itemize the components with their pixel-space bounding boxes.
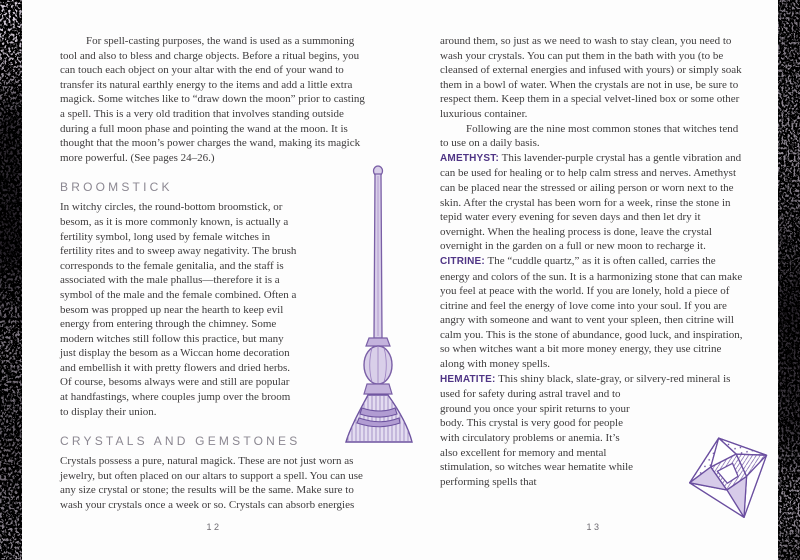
amethyst-label: AMETHYST: [440,152,500,164]
broomstick-paragraph: In witchy circles, the round-bottom broomstick, or besom, as it is more commonly known, is actually a fertility symbol, long used by female witches in fertility rites and to sweep away negativity. The brush corresponds to the female genitalia, and the staff is associated with the male phallus—therefore it is a symbol of the male and the female combined. Often a besom was propped up near the hearth to keep evil energy from entering through the chimney. Some modern witches still follow this practice, but many just display the besom as a Wiccan home decoration and embellish it with pretty flowers and dried herbs. Of course, besoms always were and still are popular at handfastings, where couples jump over the broom to display their union. [60,201,297,418]
page-number-right: 13 [586,522,602,532]
citrine-text: The “cuddle quartz,” as it is often called, carries the energy and colors of the sun. It is a harmonizing stone that can make you feel at peace with the world. If you are lonely, hold a piece of citrine and feel the energy of love come into your soul. If you are angry with someone and want to vent your spleen, then citrine will calm you. This is the stone of abundance, good luck, and inspiration, so when witches want a bit more money energy, they use citrine along with money spells. [440,254,743,371]
grunge-texture-left [0,0,22,560]
besom-broom-icon [338,162,422,446]
amethyst-text: This lavender-purple crystal has a gentle vibration and can be used for healing or to help calm stress and nerves. Amethyst can be placed near the stressed or ailing person or worn next to the skin. After the crystal has been worn for a week, rinse the stone in tepid water every evening for seven days and then let dry it overnight. When the healing process is done, leave the crystal overnight in the garden on a full or new moon to recharge it. [440,151,742,253]
crystal-care-paragraph: around them, so just as we need to wash to stay clean, you need to wash your crystals. You can put them in the bath with you (to be cleansed of external energies and infused with yours) or simply soak them in a bowl of water. When the crystals are not in use, be sure to respect them. Keep them in a special velvet-lined box or some other luxurious container. [440,35,742,120]
grunge-texture-right [778,0,800,560]
hematite-text: This shiny black, slate-gray, or silvery-red mineral is used for safety during astral travel and to ground you once your spirit returns to your body. This crystal is very good for people with circulatory problems or anemia. It’s also excellent for memory and mental stimulation, so witches wear hematite while performing spells that [440,372,731,488]
section-heading-crystals: CRYSTALS AND GEMSTONES [60,434,301,449]
crystals-paragraph: Crystals possess a pure, natural magick. These are not just worn as jewelry, but often placed on our altars to support a spell. You can use any size crystal or stone; the results will be the same. Make sure to wash your crystals once a week or so. Crystals can absorb energies [60,455,363,512]
left-page [60,34,368,513]
faceted-crystal-icon [684,432,776,524]
page-number-left: 12 [206,522,222,532]
following-paragraph: Following are the nine most common stones that witches tend to use on a daily basis. [440,122,739,150]
left-page-grunge-border [0,0,22,560]
hematite-label: HEMATITE: [440,373,496,385]
amethyst-entry [440,151,748,254]
section-heading-broomstick: BROOMSTICK [60,180,173,195]
citrine-entry [440,254,748,372]
right-page [440,34,748,489]
right-page-grunge-border [778,0,800,560]
wand-paragraph: For spell-casting purposes, the wand is used as a summoning tool and also to bless and charge objects. Before a ritual begins, you can touch each object on your altar with the end of your wand to transfer its natural earthly energy to the items and add a little extra magick. Some witches like to “draw down the moon” prior to casting a spell. This is a very old tradition that involves standing outside during a full moon phase and pointing the wand at the moon. It is thought that the moon’s power charges the wand, making its magick more powerful. (See pages 24–26.) [60,35,365,164]
citrine-label: CITRINE: [440,255,485,267]
